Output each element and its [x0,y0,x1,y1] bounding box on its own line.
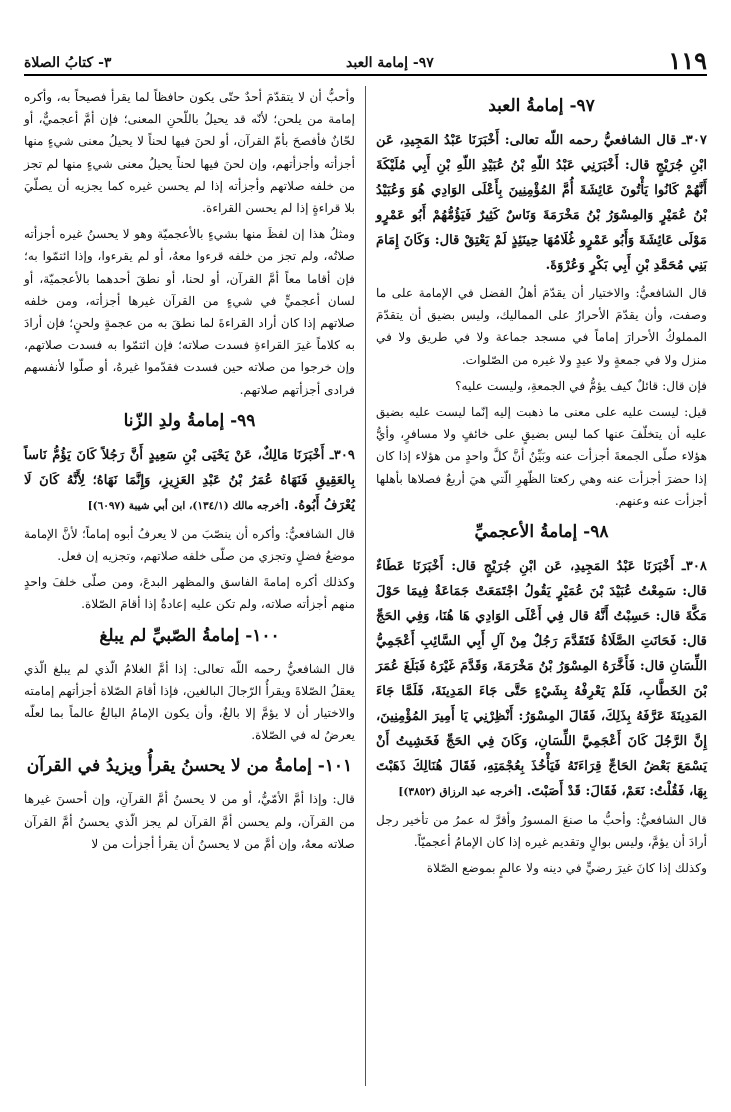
paragraph [24,788,355,855]
hadith-paragraph [24,443,355,519]
hadith-paragraph [376,128,707,278]
paragraph [24,658,355,747]
section-heading [24,622,355,650]
hadith-paragraph [376,554,707,805]
column-divider [365,86,366,1086]
paragraph-text: وكذلك أكره إمامةَ الفاسق والمظهر البدعَ، ومن صلّى خلفَ واحدٍ منهم أجزأته صلاته، ولم تكن عليه إعادةٌ إذا أقامَ الصّلاة. [24,575,355,612]
paragraph-text: ٩٩- إمامةُ ولدِ الزّنا [123,410,256,431]
paragraph-text: ١٠١- إمامةُ من لا يحسنُ يقرأُ ويزيدُ في القرآن [26,756,353,777]
paragraph-text: ٣٠٧ـ قال الشافعيُّ رحمه اللّه تعالى: أَخْبَرَنَا عَبْدُ المَجِيدِ، عَن ابْنِ جُرَيْجٍ قال: أَخْبَرَنِي عَبْدُ اللّهِ بْنُ عُبَيْدِ اللّهِ بْنِ أَبِي مُلَيْكَةَ أَنَّهُمْ كَانُوا يَأْتُونَ عَائِشَةَ أُمَّ المُؤْمِنِينَ بِأَعْلَى الوَادِي هُوَ وَعُبَيْدُ بْنُ عُمَيْرٍ وَالمِسْوَرُ بْنُ مَخْرَمَةَ وَنَاسٌ كَثِيرٌ فَيَؤُمُّهُمْ أَبُو عَمْرٍو مَوْلَى عَائِشَةَ وَأَبُو عَمْرٍو غُلَامُهَا حِينَئِذٍ لَمْ يَعْتِقْ قال: وَكَانَ إِمَامَ بَنِي مُحَمَّدِ بْنِ أَبِي بَكْرٍ وَعُرْوَةَ. [376,133,707,273]
paragraph-text: قيل: ليست عليه على معنى ما ذهبت إليه إنّما ليست عليه بضيق عليه أن يتخلّفَ عنها كما ليس بضيقٍ على خائفٍ ولا مسافرٍ، وأيُّ هؤلاء صلّى الجمعةَ أجزأت عنه وبَيِّنٌ أنَّ كلَّ واحدٍ من هؤلاء إذا كان إذا حضرَ أجزأت عنه وهي ركعتا الظّهرِ الّتي هيَ أربعٌ فصلاها بأهلها أجزأت عنه وعنهم. [376,405,707,508]
page-header [24,48,707,76]
paragraph-text: قال الشافعيُّ: وأحبُّ ما صنعَ المسورُ وأقرَّ له عمرُ من تأخير رجل أرادَ أن يؤمَّ، وليس بوالٍ وتقديم غيره إذا كان الإمامُ أعجميّاً. [376,813,707,850]
section-heading [24,407,355,435]
paragraph-text: وأحبُّ أن لا يتقدّمَ أحدٌ حتّى يكون حافظاً لما يقرأ فصيحاً به، وأكره إمامة من يلحن؛ لأنّه قد يحيلُ باللّحنِ المعنى؛ فإن أمَّ أعجميٌّ، أو لحّانٌ فأفصحَ بأمّ القرآن، أو لحنَ فيها لحناً لا يحيلُ معنى شيءٍ منها أجزأته وأجزأتهم، وإن لحنَ فيها لحناً يحيلُ معنى شيءٍ منها لم تجز من خلفه صلاتهم وأجزأته إذا لم يحسن غيره كما يجزيه أن يصلّيَ بلا قراءةٍ إذا لم يحسن القراءة. [24,90,355,216]
paragraph-text: ٩٨- إمامةُ الأعجميِّ [474,522,609,543]
paragraph [376,857,707,879]
paragraph [376,401,707,512]
paragraph-text: قال الشافعيُّ رحمه اللّه تعالى: إذا أمَّ الغلامُ الّذي لم يبلغ الّذي يعقلُ الصّلاةَ ويقرأُ الرّجالَ البالغين، فإذا أقامَ الصّلاة أجزأتهم إمامته والاختيار أن لا يؤمَّ إلا بالغٌ، وأن يكون الإمامُ البالغُ عالماً بما لعلّه يعرضُ له في الصّلاة. [24,661,355,743]
paragraph [24,86,355,219]
section-heading [24,752,355,780]
running-book-title: ٣- كتابُ الصلاة [24,55,112,71]
paragraph-text: ٩٧- إمامةُ العبد [488,96,595,116]
section-heading [376,92,707,120]
hadith-reference: [أخرجه مالك (١٣٤/١)، ابن أبي شيبة (٦٠٩٧)] [87,499,290,512]
paragraph [24,571,355,615]
paragraph-text: ٣٠٨ـ أَخْبَرَنَا عَبْدُ المَجِيدِ، عَن ابْنِ جُرَيْجٍ قال: أَخْبَرَنَا عَطَاءٌ قال: سَمِعْتُ عُبَيْدَ بْنَ عُمَيْرٍ يَقُولُ اجْتَمَعَتْ جَمَاعَةٌ فِيمَا حَوْلَ مَكَّةَ قال: حَسِبْتُ أَنَّهُ قال فِي أَعْلَى الوَادِي هَا هُنَا، وَفِي الحَجِّ قال: فَحَانَتِ الصَّلَاةُ فَتَقَدَّمَ رَجُلٌ مِنْ آلِ أَبِي السَّائِبِ أَعْجَمِيُّ اللِّسَانِ قال: فَأَخَّرَهُ المِسْوَرُ بْنُ مَخْرَمَةَ، وَقَدَّمَ غَيْرَهُ فَبَلَغَ عُمَرَ بْنَ الخَطَّابِ، فَلَمْ يَعْرِفْهُ بِشَيْءٍ حَتَّى جَاءَ المَدِينَةَ، فَلَمَّا جَاءَ المَدِينَةَ عَرَّفَهُ بِذَلِكَ، فَقَالَ المِسْوَرُ: أَنْظِرْنِي يَا أَمِيرَ المُؤْمِنِينَ، إِنَّ الرَّجُلَ كَانَ أَعْجَمِيَّ اللِّسَانِ، وَكَانَ فِي الحَجِّ فَخَشِيتُ أَنْ يَسْمَعَ بَعْضُ الحَاجِّ قِرَاءَتَهُ فَيَأْخُذَ بِعُجْمَتِهِ، فَقَالَ هُنَالِكَ ذَهَبْتَ بِهَا، فَقُلْتُ: نَعَمْ، فَقَالَ: قَدْ أَصَبْتَ. [376,559,707,800]
paragraph-text: قال: وإذا أمَّ الأمّيُّ، أو من لا يحسنُ أمَّ القرآنِ، وإن أحسنَ غيرها من القرآن، ولم يحسن أمَّ القرآن لم يجز الّذي يحسنُ أمَّ القرآن صلاته معهُ، وإن أمَّ من لا يحسنُ أن يقرأ أجزأت من لا [24,792,355,851]
paragraph-text: وكذلك إذا كانَ غيرَ رضيٍّ في دينه ولا عالمٍ بموضع الصّلاة [426,861,707,876]
paragraph [376,282,707,371]
paragraph-text: ١٠٠- إمامةُ الصّبيِّ لم يبلغ [99,625,280,646]
paragraph-text: فإن قال: قائلٌ كيف يؤمُّ في الجمعةِ، وليست عليه؟ [455,378,707,393]
paragraph-text: ٣٠٩ـ أَخْبَرَنَا مَالِكٌ، عَنْ يَحْيَى بْنِ سَعِيدٍ أَنَّ رَجُلاً كَانَ يَؤُمُّ نَاساً بِالعَقِيقِ فَنَهَاهُ عُمَرُ بْنُ عَبْدِ العَزِيزِ، وَإِنَّمَا نَهَاهُ؛ لِأَنَّهُ كَانَ لَا يُعْرَفُ أَبُوهُ. [24,447,355,513]
paragraph [24,523,355,567]
paragraph-text: قال الشافعيُّ: والاختيار أن يقدّمَ أهلُ الفضل في الإمامة على ما وصفت، وأن يقدّمَ الأحرارُ على المماليك، وليس بضيق أن يتقدّمَ المملوكُ الأحرارَ إماماً في مسجد جماعة ولا في طريق ولا في منزل ولا في جمعةٍ ولا عيدٍ ولا غيره من الصّلوات. [376,286,707,367]
hadith-reference: [أخرجه عبد الرزاق (٣٨٥٢)] [398,786,523,799]
running-section-title: ٩٧- إمامة العبد [346,55,434,71]
paragraph-text: ومثلُ هذا إن لفظَ منها بشيءٍ بالأعجميّة وهو لا يحسنُ غيره أجزأته صلاتُه، ولم تجز من خلفه قرءوا معهُ، أو لم يقرءوا، وإذا ائتمّوا به؛ فإن أقاما معاً أمَّ القرآن، أو لحنا، أو نطقَ أحدهما بالأعجميّة، أو لسان أعجميٍّ في شيءٍ من القرآن غيرها أجزأته، ومن خلفه صلاتهم إذا كان أراد القراءةَ لما نطقَ به من عجمةٍ ولحنٍ؛ فإن أرادَ به كلاماً غيرَ القراءةِ فسدت صلاته؛ فإن ائتمّوا به فسدت صلاتهم، وإن خرجوا من صلاته حين فسدت فقدّموا غيرهُ، أو صلّوا لأنفسهم فرادى أجزأتهم صلاتهم. [24,227,355,397]
left-column [24,86,355,859]
paragraph [376,809,707,853]
paragraph [24,223,355,401]
section-heading [376,518,707,546]
right-column [376,86,707,884]
paragraph [376,375,707,397]
page-number: ١١٩ [668,46,707,75]
paragraph-text: قال الشافعيُّ: وأكره أن ينصّبَ من لا يعرفُ أبوه إماماً؛ لأنَّ الإمامة موضعُ فضلٍ وتجزي من صلّى خلفه صلاتهم، وتجزيه إن فعل. [24,526,355,564]
